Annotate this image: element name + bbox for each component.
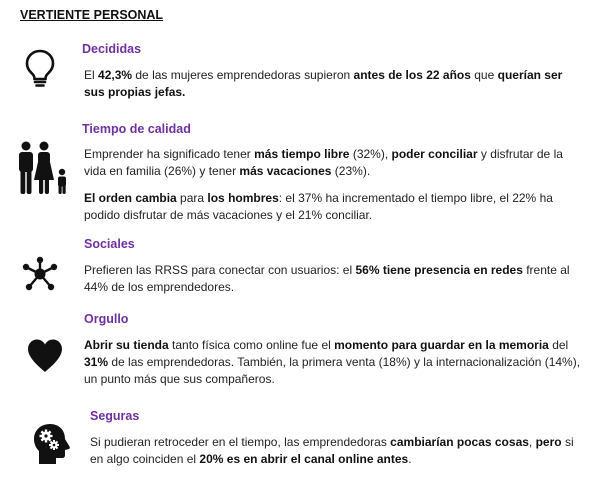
text-run-bold: 42,3% bbox=[98, 68, 133, 82]
text-run: de las mujeres emprendedoras supieron bbox=[132, 68, 354, 82]
text-run: y disfrutar de la vida en familia (26%) y tener bbox=[84, 147, 563, 178]
lightbulb-icon bbox=[24, 48, 56, 88]
text-run: Si pudieran retroceder en el tiempo, las emprendedoras bbox=[90, 435, 391, 449]
text-run-bold: 20% es en abrir el canal online antes bbox=[199, 452, 409, 466]
paragraph-seguras bbox=[90, 434, 590, 468]
text-run: Emprender ha significado tener bbox=[84, 147, 255, 161]
text-run-bold: 56% tiene presencia en redes bbox=[355, 263, 523, 277]
paragraph-tiempo-1 bbox=[84, 146, 584, 180]
network-icon bbox=[22, 256, 58, 292]
text-run: para bbox=[176, 191, 208, 205]
section-heading-tiempo-de-calidad: Tiempo de calidad bbox=[82, 122, 191, 136]
text-run: del bbox=[548, 338, 569, 352]
text-run-bold: cambiarían pocas cosas bbox=[390, 435, 529, 449]
paragraph-decididas bbox=[84, 67, 584, 101]
text-run-bold: 31% bbox=[84, 355, 109, 369]
text-run-bold: Abrir su tienda bbox=[84, 338, 169, 352]
text-run: (23%). bbox=[331, 164, 371, 178]
text-run: . bbox=[408, 452, 412, 466]
text-run-bold: querían ser sus propias jefas. bbox=[84, 68, 563, 99]
text-run: que bbox=[470, 68, 498, 82]
text-run-bold: poder conciliar bbox=[391, 147, 478, 161]
section-heading-orgullo: Orgullo bbox=[84, 312, 129, 326]
head-gears-icon bbox=[32, 422, 72, 466]
text-run: si en algo coinciden el bbox=[90, 435, 574, 466]
section-heading-decididas: Decididas bbox=[82, 42, 142, 56]
text-run-bold: los hombres bbox=[207, 191, 279, 205]
text-run-bold: más vacaciones bbox=[239, 164, 332, 178]
text-run: , bbox=[528, 435, 536, 449]
section-heading-seguras: Seguras bbox=[90, 409, 140, 423]
text-run-bold: momento para guardar en la memoria bbox=[334, 338, 549, 352]
text-run: El bbox=[84, 68, 99, 82]
text-run-bold: pero bbox=[535, 435, 562, 449]
paragraph-sociales bbox=[84, 262, 584, 296]
heart-icon bbox=[26, 338, 64, 374]
text-run-bold: El orden cambia bbox=[84, 191, 177, 205]
paragraph-tiempo-2 bbox=[84, 190, 584, 221]
text-run: : el 37% ha incrementado el tiempo libre, el 22% ha podido disfrutar de más vacaciones y el 21% conciliar. bbox=[84, 191, 553, 221]
text-run: de las emprendedoras. También, la primera venta (18%) y la internacionalización (14%), un punto más que sus compañeros. bbox=[84, 355, 581, 386]
paragraph-orgullo bbox=[84, 337, 584, 388]
text-run-bold: antes de los 22 años bbox=[353, 68, 471, 82]
family-icon bbox=[16, 140, 72, 196]
text-run: tanto física como online fue el bbox=[168, 338, 335, 352]
section-heading-sociales: Sociales bbox=[84, 237, 135, 251]
text-run: (32%), bbox=[349, 147, 392, 161]
text-run-bold: más tiempo libre bbox=[254, 147, 350, 161]
text-run: frente al 44% de los emprendedores. bbox=[84, 263, 570, 294]
text-run: Prefieren las RRSS para conectar con usuarios: el bbox=[84, 263, 356, 277]
page-title: VERTIENTE PERSONAL bbox=[20, 8, 164, 22]
